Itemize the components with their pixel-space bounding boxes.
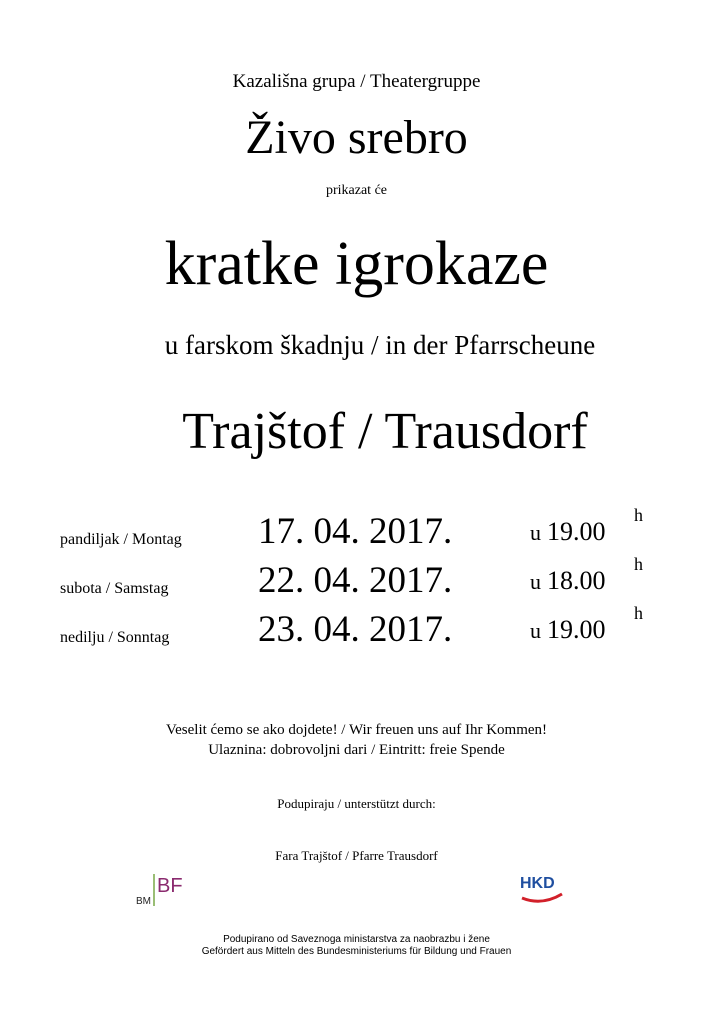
time-suffix: h	[634, 505, 643, 525]
bmbf-logo-left: BM	[136, 896, 151, 907]
venue-text: u farskom škadnju / in der Pfarrscheune	[164, 330, 596, 360]
performance-day: subota / Samstag	[60, 580, 169, 597]
hkd-logo-text: HKD	[520, 875, 555, 892]
headline: kratke igrokaze	[164, 230, 549, 298]
time-value: 18.00	[547, 566, 606, 595]
performance-day: pandiljak / Montag	[60, 531, 182, 548]
time-value: 19.00	[547, 615, 606, 644]
presents-text: prikazat će	[325, 183, 387, 198]
bmbf-logo-right: BF	[157, 875, 183, 897]
welcome-text: Veselit ćemo se ako dojdete! / Wir freuen uns auf Ihr Kommen!	[165, 722, 548, 738]
time-prefix: u	[530, 618, 541, 643]
performance-day: nedilju / Sonntag	[60, 629, 170, 646]
time-prefix: u	[530, 569, 541, 594]
funding-note-hr: Podupirano od Saveznoga ministarstva za naobrazbu i žene	[223, 934, 490, 945]
entry-text: Ulaznina: dobrovoljni dari / Eintritt: freie Spende	[208, 742, 505, 758]
time-value: 19.00	[547, 517, 606, 546]
support-label: Podupiraju / unterstützt durch:	[277, 796, 436, 811]
parish-text: Fara Trajštof / Pfarre Trausdorf	[275, 848, 438, 863]
place-title: Trajštof / Trausdorf	[182, 403, 588, 460]
performance-time	[530, 505, 643, 547]
performance-date: 17. 04. 2017.	[258, 511, 453, 552]
troupe-title: Živo srebro	[245, 111, 468, 164]
time-suffix: h	[634, 603, 643, 623]
funding-note-de: Gefördert aus Mitteln des Bundesministeriums für Bildung und Frauen	[201, 946, 512, 957]
performance-time	[530, 603, 643, 645]
time-prefix: u	[530, 520, 541, 545]
time-suffix: h	[634, 554, 643, 574]
performance-date: 22. 04. 2017.	[258, 560, 453, 601]
hkd-logo	[518, 864, 566, 906]
bmbf-logo	[136, 870, 196, 908]
performance-time	[530, 554, 643, 596]
group-label: Kazališna grupa / Theatergruppe	[232, 71, 481, 92]
performance-date: 23. 04. 2017.	[258, 609, 453, 650]
